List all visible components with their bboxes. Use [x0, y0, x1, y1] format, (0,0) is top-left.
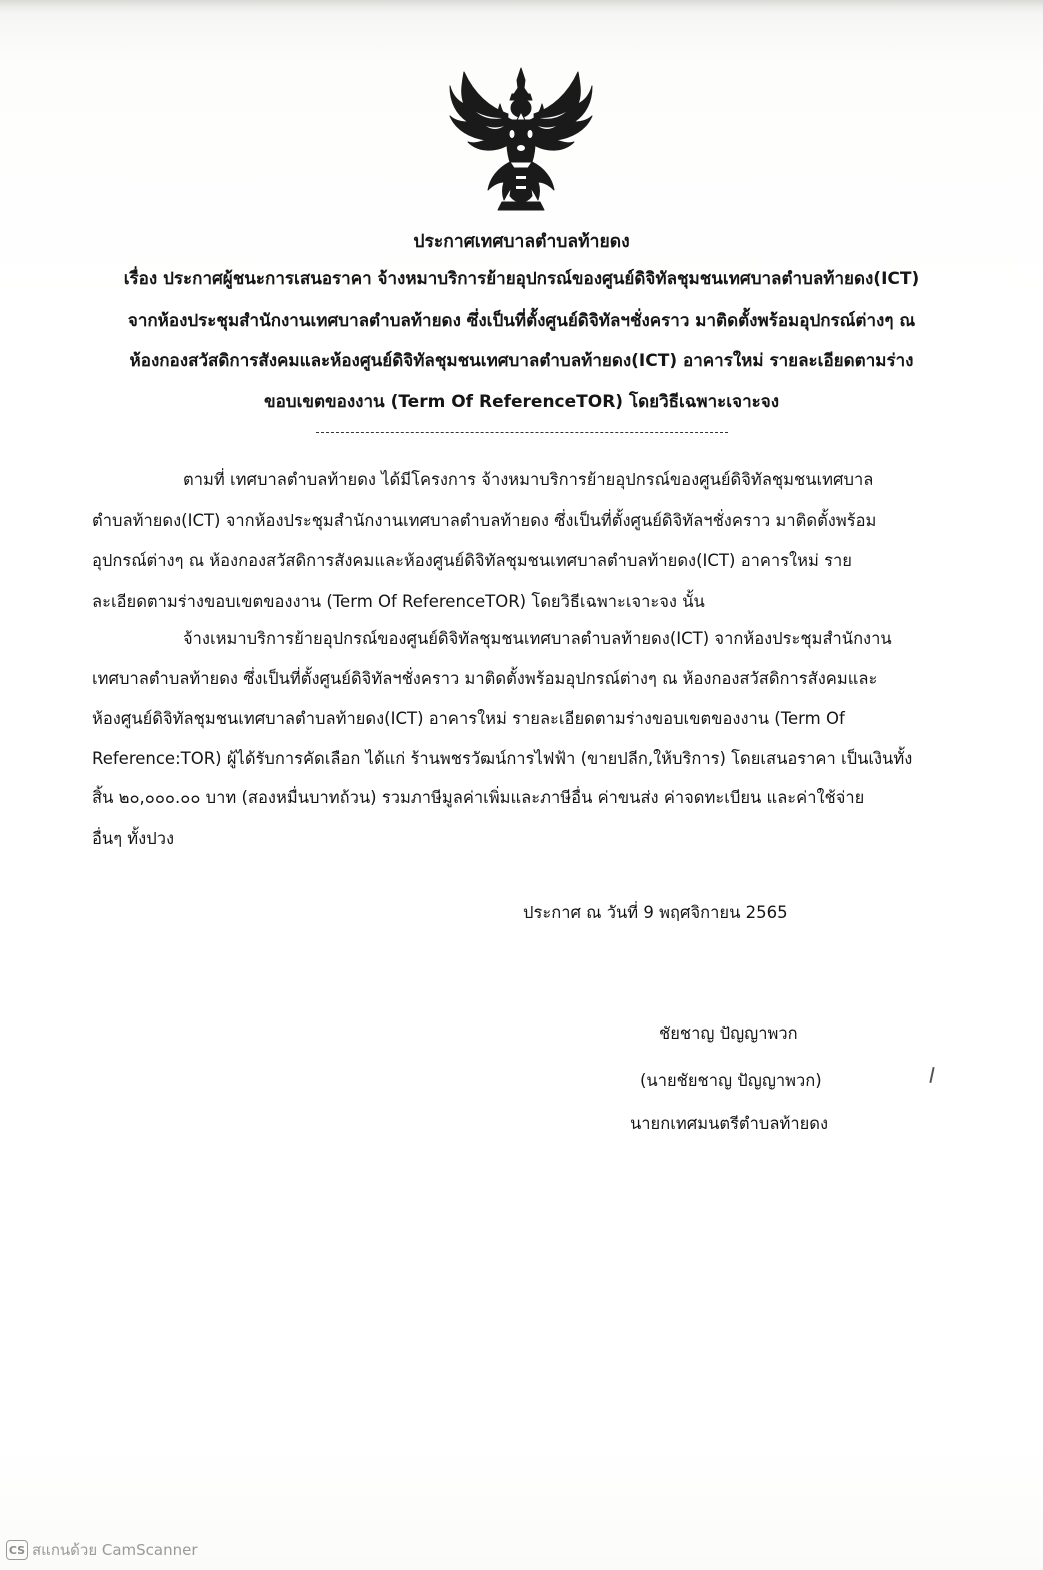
subject-line-4: ขอบเขตของงาน (Term Of ReferenceTOR) โดยวิธีเฉพาะเจาะจง	[263, 392, 780, 412]
pen-mark	[929, 1067, 934, 1083]
signature: ชัยชาญ ปัญญาพวก	[659, 1024, 798, 1043]
subject-line-1: เรื่อง ประกาศผู้ชนะการเสนอราคา จ้างหมาบริการย้ายอุปกรณ์ของศูนย์ดิจิทัลชุมชนเทศบาลตำบลท้ายดง(ICT)	[123, 269, 920, 289]
divider-line	[316, 432, 728, 433]
paragraph1-line-2: ตำบลท้ายดง(ICT) จากห้องประชุมสำนักงานเทศบาลตำบลท้ายดง ซึ่งเป็นที่ตั้งศูนย์ดิจิทัลฯชั่งคราว มาติดตั้งพร้อม	[92, 511, 877, 530]
paragraph2-line-4: Reference:TOR) ผู้ได้รับการคัดเลือก ได้แก่ ร้านพชรวัฒน์การไฟฟ้า (ขายปลีก,ให้บริการ) โดยเสนอราคา เป็นเงินทั้ง	[92, 749, 913, 768]
signer-title: นายกเทศมนตรีตำบลท้ายดง	[630, 1114, 829, 1133]
camscanner-logo-icon: CS	[6, 1540, 28, 1560]
document-heading: ประกาศเทศบาลตำบลท้ายดง	[413, 232, 630, 252]
paragraph2-line-1: จ้างเหมาบริการย้ายอุปกรณ์ของศูนย์ดิจิทัลชุมชนเทศบาลตำบลท้ายดง(ICT) จากห้องประชุมสำนักงาน	[183, 629, 892, 648]
paragraph2-line-6: อื่นๆ ทั้งปวง	[92, 829, 175, 848]
scan-edge-shadow	[0, 0, 1043, 14]
scanner-watermark	[6, 1538, 198, 1562]
paragraph1-line-1: ตามที่ เทศบาลตำบลท้ายดง ได้มีโครงการ จ้างหมาบริการย้ายอุปกรณ์ของศูนย์ดิจิทัลชุมชนเทศบาล	[183, 470, 874, 489]
paragraph2-line-5: สิ้น ๒๐,๐๐๐.๐๐ บาท (สองหมื่นบาทถ้วน) รวมภาษีมูลค่าเพิ่มและภาษีอื่น ค่าขนส่ง ค่าจดทะเบียน และค่าใช้จ่าย	[92, 788, 865, 807]
announce-date: ประกาศ ณ วันที่ 9 พฤศจิกายน 2565	[523, 903, 788, 922]
paragraph1-line-4: ละเอียดตามร่างขอบเขตของงาน (Term Of ReferenceTOR) โดยวิธีเฉพาะเจาะจง นั้น	[92, 592, 705, 611]
signer-name: (นายชัยชาญ ปัญญาพวก)	[640, 1071, 822, 1090]
subject-line-2: จากห้องประชุมสำนักงานเทศบาลตำบลท้ายดง ซึ่งเป็นที่ตั้งศูนย์ดิจิทัลฯชั่งคราว มาติดตั้งพร้อมอุปกรณ์ต่างๆ ณ	[127, 311, 916, 331]
subject-line-3: ห้องกองสวัสดิการสังคมและห้องศูนย์ดิจิทัลชุมชนเทศบาลตำบลท้ายดง(ICT) อาคารใหม่ รายละเอียดตามร่าง	[129, 351, 914, 371]
paragraph2-line-3: ห้องศูนย์ดิจิทัลชุมชนเทศบาลตำบลท้ายดง(ICT) อาคารใหม่ รายละเอียดตามร่างขอบเขตของงาน (Term Of	[92, 709, 845, 728]
watermark-text: สแกนด้วย CamScanner	[32, 1541, 198, 1559]
paragraph1-line-3: อุปกรณ์ต่างๆ ณ ห้องกองสวัสดิการสังคมและห้องศูนย์ดิจิทัลชุมชนเทศบาลตำบลท้ายดง(ICT) อาคารใหม่ ราย	[92, 551, 852, 570]
paragraph2-line-2: เทศบาลตำบลท้ายดง ซึ่งเป็นที่ตั้งศูนย์ดิจิทัลฯชั่งคราว มาติดตั้งพร้อมอุปกรณ์ต่างๆ ณ ห้องกองสวัสดิการสังคมและ	[92, 669, 878, 688]
garuda-emblem-icon	[446, 64, 596, 212]
